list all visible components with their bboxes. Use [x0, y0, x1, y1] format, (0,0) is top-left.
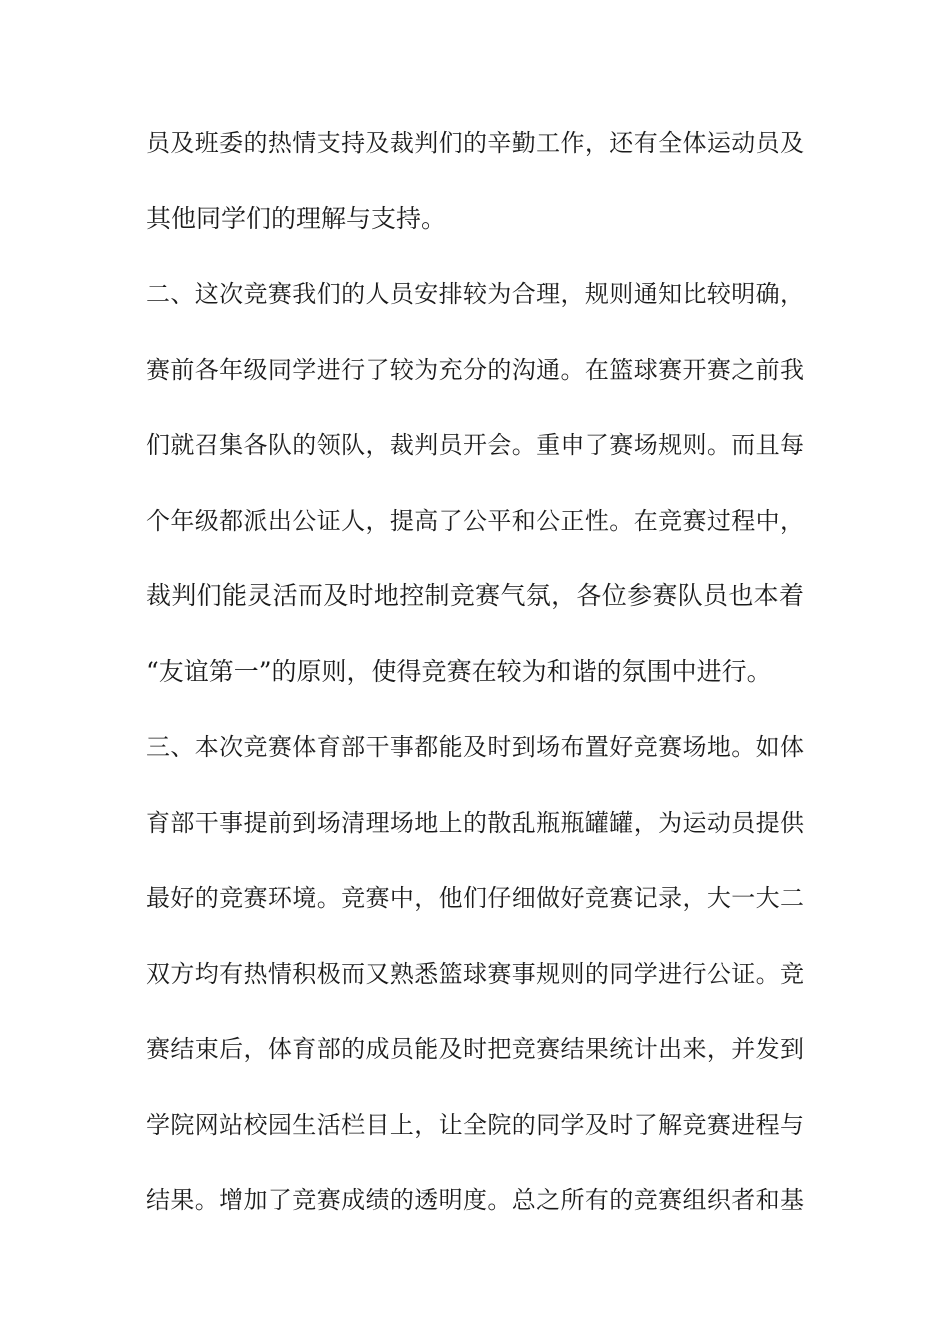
text-line-12: 双方均有热情积极而又熟悉篮球赛事规则的同学进行公证。竞	[146, 959, 804, 988]
text-line-5: 们就召集各队的领队，裁判员开会。重申了赛场规则。而且每	[146, 431, 804, 459]
text-line-6: 个年级都派出公证人，提高了公平和公正性。在竞赛过程中，	[146, 506, 804, 535]
text-line-8: “友谊第一”的原则，使得竞赛在较为和谐的氛围中进行。	[146, 656, 772, 686]
text-line-15: 结果。增加了竞赛成绩的透明度。总之所有的竞赛组织者和基	[146, 1186, 804, 1214]
text-line-2: 其他同学们的理解与支持。	[146, 203, 447, 233]
document-body	[146, 128, 826, 1261]
text-line-9: 三、本次竞赛体育部干事都能及时到场布置好竞赛场地。如体	[146, 733, 804, 761]
text-line-3: 二、这次竞赛我们的人员安排较为合理，规则通知比较明确，	[146, 280, 804, 308]
text-line-11: 最好的竞赛环境。竞赛中，他们仔细做好竞赛记录，大一大二	[146, 884, 804, 912]
text-line-1: 员及班委的热情支持及裁判们的辛勤工作，还有全体运动员及	[146, 129, 804, 157]
text-line-10: 育部干事提前到场清理场地上的散乱瓶瓶罐罐，为运动员提供	[146, 808, 804, 837]
text-line-13: 赛结束后，体育部的成员能及时把竞赛结果统计出来，并发到	[146, 1035, 804, 1063]
text-line-4: 赛前各年级同学进行了较为充分的沟通。在篮球赛开赛之前我	[146, 355, 804, 384]
text-line-7: 裁判们能灵活而及时地控制竞赛气氛，各位参赛队员也本着	[146, 581, 804, 610]
text-line-14: 学院网站校园生活栏目上，让全院的同学及时了解竞赛进程与	[146, 1110, 804, 1139]
